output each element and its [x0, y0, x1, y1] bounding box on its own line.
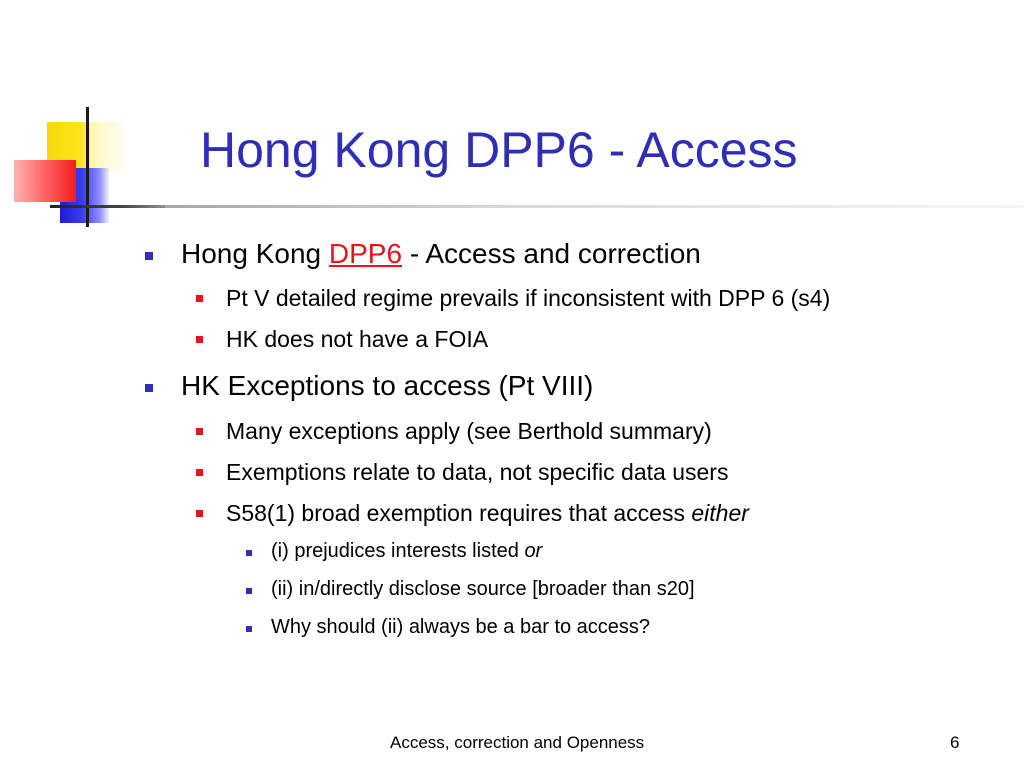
bullet-marker — [196, 510, 203, 517]
bullet-marker — [196, 428, 203, 435]
bullet-text: Exemptions relate to data, not specific data users — [226, 459, 729, 485]
bullet-text: S58(1) broad exemption requires that access — [226, 500, 692, 526]
bullet-text: Pt V detailed regime prevails if inconsistent with DPP 6 (s4) — [226, 285, 831, 311]
bullet-text: (i) prejudices interests listed — [271, 540, 525, 562]
bullet-text: Hong Kong — [181, 238, 329, 269]
bullet-marker — [145, 252, 153, 260]
bullet-marker — [246, 550, 252, 556]
bullet-text: - Access and correction — [402, 238, 701, 269]
bullet-level2 — [226, 498, 749, 528]
slide-title: Hong Kong DPP6 - Access — [200, 122, 798, 178]
bullet-marker — [196, 295, 203, 302]
bullet-emphasis: either — [691, 500, 749, 526]
bullet-level1 — [181, 236, 701, 272]
bullet-level3 — [271, 576, 695, 602]
bullet-text: HK Exceptions to access (Pt VIII) — [181, 370, 594, 401]
bullet-marker — [246, 588, 252, 594]
bullet-marker — [145, 384, 153, 392]
page-number: 6 — [950, 733, 960, 752]
dpp6-link[interactable]: DPP6 — [328, 238, 403, 269]
footer-title: Access, correction and Openness — [390, 733, 645, 752]
bullet-level2 — [226, 416, 712, 446]
bullet-level2 — [226, 324, 488, 354]
bullet-level3 — [271, 538, 542, 564]
bullet-text: Why should (ii) always be a bar to access? — [271, 616, 651, 638]
bullet-marker — [196, 336, 203, 343]
bullet-marker — [196, 469, 203, 476]
bullet-emphasis: or — [524, 540, 543, 562]
bullet-text: Many exceptions apply (see Berthold summary) — [226, 418, 712, 444]
bullet-marker — [246, 626, 252, 632]
bullet-level3 — [271, 614, 650, 640]
bullet-text: (ii) in/directly disclose source [broader than s20] — [271, 578, 695, 600]
bullet-level2 — [226, 283, 830, 313]
bullet-text: HK does not have a FOIA — [226, 326, 489, 352]
bullet-level2 — [226, 457, 728, 487]
bullet-level1 — [181, 368, 593, 404]
